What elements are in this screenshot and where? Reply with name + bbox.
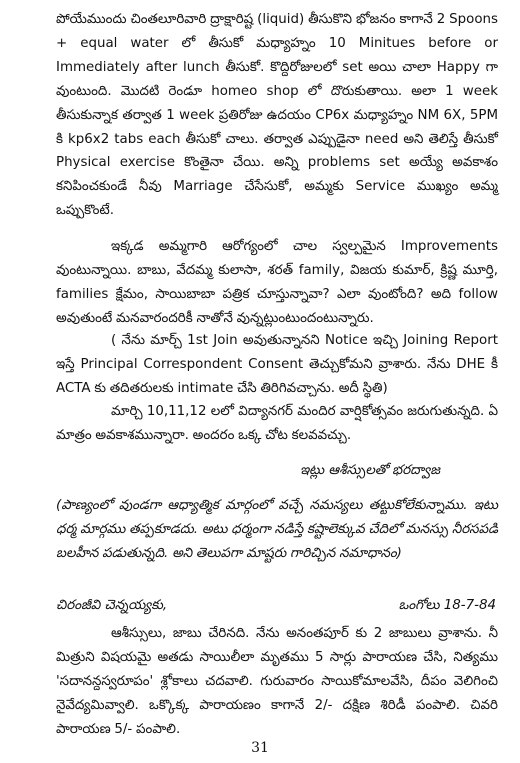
paragraph-1: పోయేముందు చింతలూరివారి ద్రాక్షారిష్ట (liquid) తీసుకొని భోజనం కాగానే 2 Spoons + equal water లో తీసుకో మధ్యాహ్నం 10 Minitues before or Immediately after lunch తీసుకో. కొద్దిరోజులలో set అయి చాలా Happy గా వుంటుంది. మొదటి రెండూ homeo shop లో దొరుకుతాయి. అలా 1 week తీసుకున్నాక తర్వాత 1 week ప్రతిరోజు ఉదయం CP6x మధ్యాహ్నం NM 6X, 5PM కి kp6x2 tabs each తీసుకో చాలు. తర్వాత ఎప్పుడైనా need అని తెలిస్తే తీసుకో Physical exercise కొంతైనా చేయి. అన్ని problems set అయ్యే అవకాశం కనిపించకుండే నీవు Marriage చేసేసుకో, అమ్మకు Service ముఖ్యం అమ్మ ఒప్పుకొంటే. [56, 12, 498, 219]
paragraph-5: ఆశీస్సులు, జాబు చేరినది. నేను అనంతపూర్ కు 2 జాబులు వ్రాశాను. నీ మిత్రుని విషయమై అతడు సాయిలీలా మృతము 5 సార్లు పారాయణ చేసి, నిత్యము 'సదానన్దస్వరూపం' శ్లోకాలు చదవాలి. గురువారం సాయికోమాలవేసి, దీపం వెలిగించి నైవేద్యమివ్వాలి. ఒక్కొక్క పారాయణం కాగానే 2/- దక్షిణ శిరిడీ పంపాలి. చివరి పారాయణ 5/- పంపాలి. [56, 626, 498, 737]
salutation: చిరంజీవి చెన్నయ్యకు, [56, 598, 168, 613]
paragraph-3: ( నేను మార్చ్ 1st Join అవుతున్నానని Notice ఇచ్చి Joining Report ఇస్తే Principal Correspondent Consent తెచ్చుకోమని వ్రాశారు. నేను DHE కీ ACTA కు తదితరులకు intimate చేసి తిరిగివచ్చాను. అదీ స్థితి) [56, 333, 498, 396]
paragraph-4: మార్చి 10,11,12 లలో విద్యానగర్ మందిర వార్షికోత్సవం జరుగుతున్నది. ఏ మాత్రం అవకాశమున్నారా. అందరం ఒక్క చోట కలవవచ్చు. [56, 404, 498, 443]
page-number: 31 [251, 740, 269, 756]
place-date: ఒంగోలు 18-7-84 [398, 598, 496, 613]
closing-signature: ఇట్లు ఆశీస్సులతో భరద్వాజ [299, 463, 440, 478]
editor-note: (పాణ్యంలో వుండగా ఆధ్యాత్మిక మార్గంలో వచ్చే నమస్యలు తట్టుకోలేకున్నాము. ఇటు ధర్మ మార్గము తప్పకూడదు. అటు ధర్మంగా నడిస్తే కష్టాలెక్కువ చేదిలో మనస్సు నీరసపడి బలహీన పడుతున్నది. అని తెలుపగా మాష్టరు గారిచ్చిన నమాధానం) [56, 498, 498, 561]
paragraph-2: ఇక్కడ అమ్మగారి ఆరోగ్యంలో చాల స్వల్పమైన Improvements వుంటున్నాయి. బాబు, వేదమ్మ కులాసా, శరత్ family, విజయ కుమార్, క్రిష్ణ మూర్తి, families క్షేమం, సాయిబాబా పత్రిక చూస్తున్నావా? ఎలా వుంటోంది? అది follow అవుతుంటే మనవారందరికీ నాతోనే వున్నట్లుంటుందంటున్నారు. [56, 239, 498, 326]
